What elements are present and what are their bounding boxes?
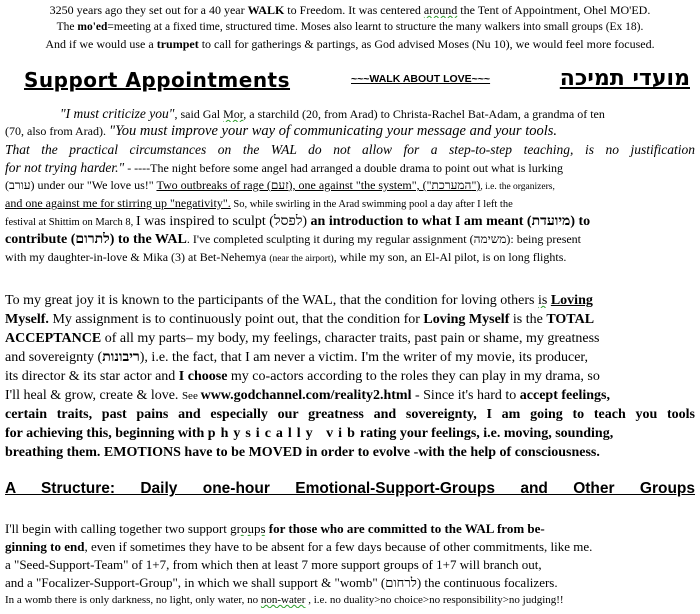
p3-text: , even if sometimes they have to be absent for a few days because of other commitments, like me. (84, 539, 593, 554)
underlined-text: Two outbreaks of rage (זעם), one against "the system", ("המערכת") (156, 178, 481, 192)
spelling-mark: is (538, 293, 548, 308)
p3-text: I'll begin with calling together two support (5, 521, 231, 536)
intro-text: the Tent of Appointment, Ohel MO'ED. (457, 3, 651, 17)
walk-word: WALK (247, 3, 285, 17)
spelling-mark: non-water (260, 594, 306, 606)
intro-text: 3250 years ago they set out for a 40 year (49, 3, 248, 17)
p2-line-6 (5, 388, 695, 404)
p1-line-7 (5, 214, 695, 230)
p2-text: of all my parts– my body, my feelings, character traits, past pain or shame, my greatness (101, 331, 600, 346)
intro-text: =meeting at a fixed time, structured time. Moses also learnt to structure the many walkers into small groups (Ex 18). (107, 21, 644, 33)
bold-text: an introduction to what I am meant (מיועדת) to (310, 214, 591, 229)
trumpet-word: trumpet (156, 37, 199, 51)
p1-line-5 (5, 178, 695, 195)
p1-line-9 (5, 250, 695, 267)
bold-text: TOTAL (546, 312, 595, 327)
bold-text: Myself. (5, 312, 49, 327)
intro-line-2 (5, 20, 695, 35)
p1-text: festival at Shittim on March 8, (5, 217, 136, 228)
p2-text: is the (509, 312, 547, 327)
small-text: , i.e. the organizers, (480, 182, 555, 192)
section-heading: A Structure: Daily one-hour Emotional-Support-Groups and Other Groups (5, 480, 695, 497)
p2-text: See (181, 390, 201, 402)
bold-text: accept feelings, (519, 388, 610, 403)
p2-text: To my great joy it is known to the participants of the WAL, that the condition for loving others (5, 293, 538, 308)
p2-line-2 (5, 312, 695, 327)
p2-text: My assignment is to continuously point out, that the condition for (48, 312, 424, 327)
p3-line-5 (5, 593, 695, 608)
underlined-text: and one against me for stirring up "negativity". (5, 196, 231, 210)
spaced-text: physically vib (207, 426, 360, 441)
hebrew-title: מועדי תמיכה (559, 66, 690, 91)
website-link[interactable]: www.godchannel.com/reality2.html (200, 388, 412, 403)
p3-line-4 (5, 575, 695, 590)
p1-text: , said Gal (174, 107, 224, 121)
spelling-mark: Mor (223, 107, 244, 121)
quote-text: for not trying harder." (5, 160, 125, 175)
p3-line-2 (5, 539, 695, 554)
p3-line-1 (5, 521, 695, 536)
p2-line-1 (5, 293, 695, 308)
p1-text: , a starchild (20, from Arad) to Christa-Rachel Bat-Adam, a grandma of ten (243, 107, 605, 121)
bold-text: for achieving this, beginning with (5, 426, 208, 441)
spelling-mark: around (423, 3, 458, 17)
bold-text: ginning to end (5, 539, 85, 554)
p1-line-3: That the practical circumstances on the WAL do not allow for a step-to-step teaching, is no justification (5, 142, 695, 157)
p3-text: and a "Focalizer-Support-Group", in which we shall support & "womb" ( (5, 575, 386, 590)
p1-line-8 (5, 232, 695, 247)
p2-line-4 (5, 350, 695, 365)
intro-text: And if we would use a (45, 37, 157, 51)
p1-text: . I've completed sculpting it during my regular assignment (משימה): being present (186, 232, 582, 246)
p3-text: , i.e. no duality>no choice>no responsibility>no judging!! (305, 594, 564, 606)
intro-line-1 (5, 3, 695, 18)
p1-text: with my daughter-in-love & Mika (3) at Bet-Nehemya (5, 250, 270, 264)
small-text: (near the airport) (269, 254, 334, 264)
p1-line-6 (5, 196, 695, 212)
p2-text: its director & its star actor and (5, 369, 179, 384)
p1-text: , while my son, an El-Al pilot, is on long flights. (333, 250, 567, 264)
p2-line-7: certain traits, past pains and especially our greatness and sovereignty, I am going to teach you tools (5, 407, 695, 422)
p3-line-3: a "Seed-Support-Team" of 1+7, from which then at least 7 more support groups of 1+7 will branch out, (5, 557, 542, 572)
intro-text: The (56, 21, 78, 33)
spelling-mark: groups (230, 521, 266, 536)
p1-text: (עורב) under our "We love us!" (5, 178, 157, 192)
bold-text: Loving (550, 293, 593, 308)
p2-text: I'll heal & grow, create & love. (5, 388, 182, 403)
p1-line-4 (5, 160, 695, 176)
quote-text: "You must improve your way of communicating your message and your tools. (108, 124, 558, 139)
p3-text: ) the continuous focalizers. (416, 575, 558, 590)
p2-text: my co-actors according to the roles they can play in my drama, so (227, 369, 600, 384)
p2-line-5 (5, 369, 695, 384)
bold-text: ACCEPTANCE (5, 331, 102, 346)
p1-text: - ----The night before some angel had arranged a double drama to point out what is lurking (124, 161, 564, 175)
p2-text: - Since it's hard to (411, 388, 520, 403)
page-title: Support Appointments (24, 68, 291, 92)
quote-text: "I must criticize you" (60, 106, 175, 121)
p1-text: I was inspired to sculpt (לפסל) (135, 214, 311, 229)
p2-line-9: breathing them. EMOTIONS have to be MOVED in order to evolve -with the help of consciousness. (5, 445, 600, 460)
p2-line-3 (5, 331, 695, 346)
bold-text: for those who are committed to the WAL from be- (265, 521, 545, 536)
intro-text: to call for gatherings & partings, as God advised Moses (Nu 10), we would feel more focused. (198, 37, 655, 51)
p3-text: In a womb there is only darkness, no light, only water, no (5, 594, 261, 606)
p1-text: So, while swirling in the Arad swimming pool a day after I left the (230, 199, 513, 210)
bold-text: contribute (לתרום) to the WAL (5, 232, 187, 247)
p1-line-2 (5, 124, 695, 139)
p1-text: (70, also from Arad). (5, 124, 109, 138)
page-subtitle: ~~~WALK ABOUT LOVE~~~ (351, 73, 491, 85)
intro-line-3 (5, 37, 695, 52)
p2-text: ), i.e. the fact, that I am never a victim. I'm the writer of my movie, its producer, (139, 350, 589, 365)
p1-line-1 (5, 106, 695, 122)
hebrew-word: לרחום (385, 575, 417, 590)
p2-line-8 (5, 426, 695, 441)
hebrew-word: ריבונות (102, 350, 140, 365)
bold-text: rating your feelings, i.e. moving, sounding, (359, 426, 614, 441)
moed-word: mo'ed (77, 21, 108, 33)
p2-text: and sovereignty ( (5, 350, 103, 365)
bold-text: I choose (178, 369, 228, 384)
bold-text: Loving Myself (423, 312, 510, 327)
intro-text: to Freedom. It was centered (284, 3, 424, 17)
